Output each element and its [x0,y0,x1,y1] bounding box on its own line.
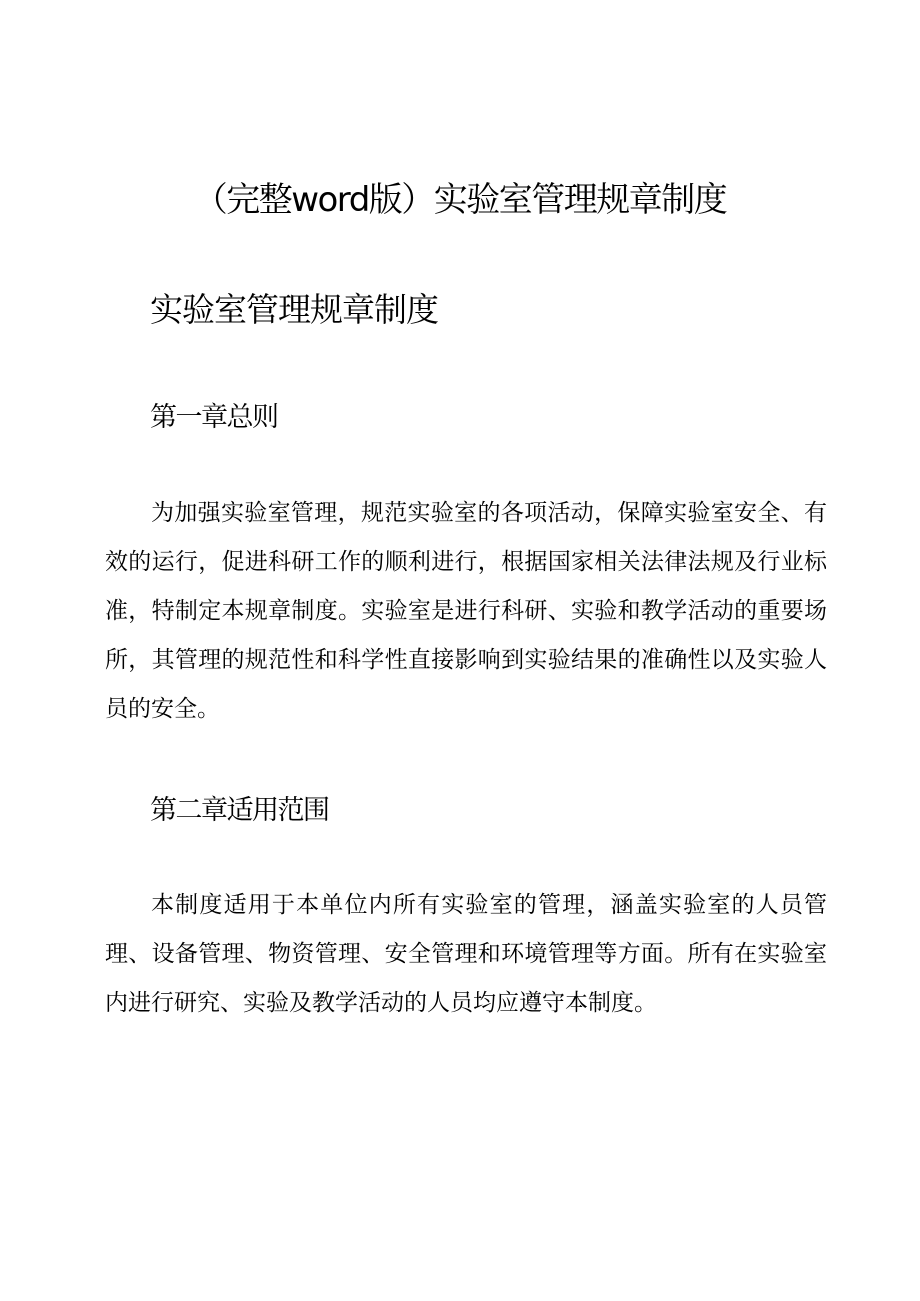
chapter-heading: 第二章适用范围 [150,795,329,826]
chapter-heading: 第一章总则 [150,402,278,433]
chapter-paragraph: 本制度适用于本单位内所有实验室的管理，涵盖实验室的人员管理、设备管理、物资管理、安全管理和环境管理等方面。所有在实验室内进行研究、实验及教学活动的人员均应遵守本制度。 [105,892,827,1016]
chapter-paragraph: 为加强实验室管理，规范实验室的各项活动，保障实验室安全、有效的运行，促进科研工作的顺利进行，根据国家相关法律法规及行业标准，特制定本规章制度。实验室是进行科研、实验和教学活动的重要场所，其管理的规范性和科学性直接影响到实验结果的准确性以及实验人员的安全。 [105,500,827,722]
document-title: （完整word版）实验室管理规章制度 [193,180,727,220]
document-subtitle: 实验室管理规章制度 [150,290,438,329]
